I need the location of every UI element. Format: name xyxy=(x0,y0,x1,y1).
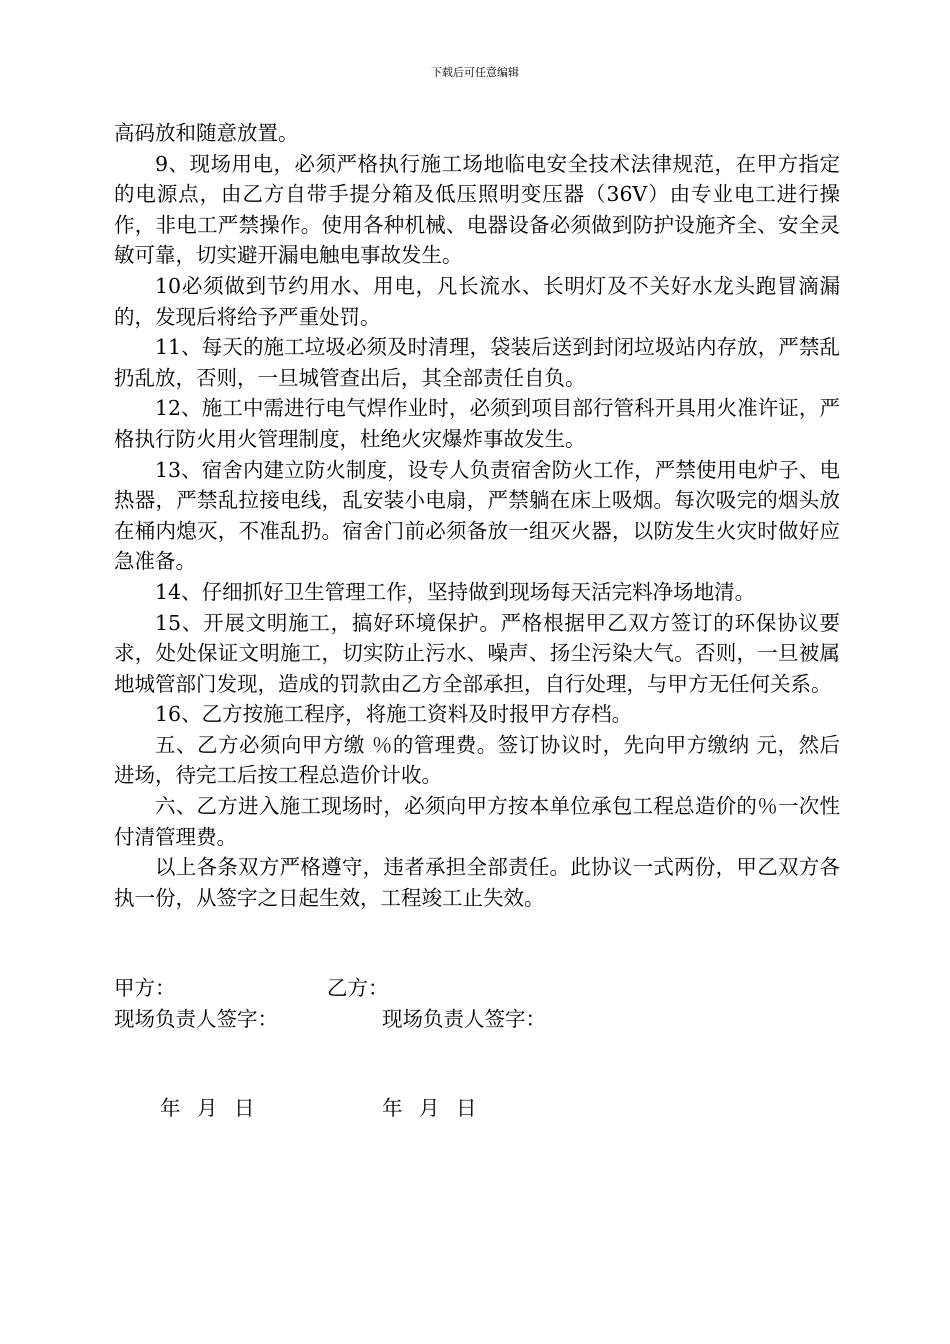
paragraph-clause-10: 10必须做到节约用水、用电，凡长流水、长明灯及不关好水龙头跑冒滴漏的，发现后将给予严重处罚。 xyxy=(114,273,840,329)
paragraph-clause-11: 11、每天的施工垃圾必须及时清理，袋装后送到封闭垃圾站内存放，严禁乱扔乱放，否则，一旦城管查出后，其全部责任自负。 xyxy=(114,335,840,390)
page-header: 下载后可任意编辑 xyxy=(431,66,519,79)
party-a-signer-label: 现场负责人签字： xyxy=(114,1007,278,1031)
paragraph-clause-12: 12、施工中需进行电气焊作业时，必须到项目部行管科开具用火准许证，严格执行防火用火管理制度，杜绝火灾爆炸事故发生。 xyxy=(114,396,840,451)
paragraph-clause-16: 16、乙方按施工程序，将施工资料及时报甲方存档。 xyxy=(155,702,633,727)
party-b-signer-label: 现场负责人签字： xyxy=(382,1007,546,1031)
paragraph-section-6: 六、乙方进入施工现场时，必须向甲方按本单位承包工程总造价的％一次性付清管理费。 xyxy=(114,794,840,849)
party-b-date: 年 月 日 xyxy=(382,1096,477,1120)
paragraph-section-5: 五、乙方必须向甲方缴 ％的管理费。签订协议时，先向甲方缴纳 元，然后进场，待完工后按工程总造价计收。 xyxy=(114,732,840,788)
paragraph-continuation: 高码放和随意放置。 xyxy=(114,121,299,145)
paragraph-clause-14: 14、仔细抓好卫生管理工作，坚持做到现场每天活完料净场地清。 xyxy=(155,579,756,604)
paragraph-clause-9: 9、现场用电，必须严格执行施工场地临电安全技术法律规范，在甲方指定的电源点，由乙方自带手提分箱及低压照明变压器（36V）由专业电工进行操作，非电工严禁操作。使用各种机械、电器设备必须做到防护设施齐全、安全灵敏可靠，切实避开漏电触电事故发生。 xyxy=(114,151,840,268)
paragraph-clause-15: 15、开展文明施工，搞好环境保护。严格根据甲乙双方签订的环保协议要求，处处保证文明施工，切实防止污水、噪声、扬尘污染大气。否则，一旦被属地城管部门发现，造成的罚款由乙方全部承担，自行处理，与甲方无任何关系。 xyxy=(114,610,840,696)
party-a-date: 年 月 日 xyxy=(160,1096,255,1120)
paragraph-closing: 以上各条双方严格遵守，违者承担全部责任。此协议一式两份，甲乙双方各执一份，从签字之日起生效，工程竣工止失效。 xyxy=(114,855,840,910)
paragraph-clause-13: 13、宿舍内建立防火制度，设专人负责宿舍防火工作，严禁使用电炉子、电热器，严禁乱拉接电线，乱安装小电扇，严禁躺在床上吸烟。每次吸完的烟头放在桶内熄灭，不准乱扔。宿舍门前必须备放一组灭火器，以防发生火灾时做好应急准备。 xyxy=(114,457,840,574)
contract-body xyxy=(114,118,840,913)
party-b-label: 乙方： xyxy=(327,976,389,1000)
party-a-label: 甲方： xyxy=(114,976,176,1000)
